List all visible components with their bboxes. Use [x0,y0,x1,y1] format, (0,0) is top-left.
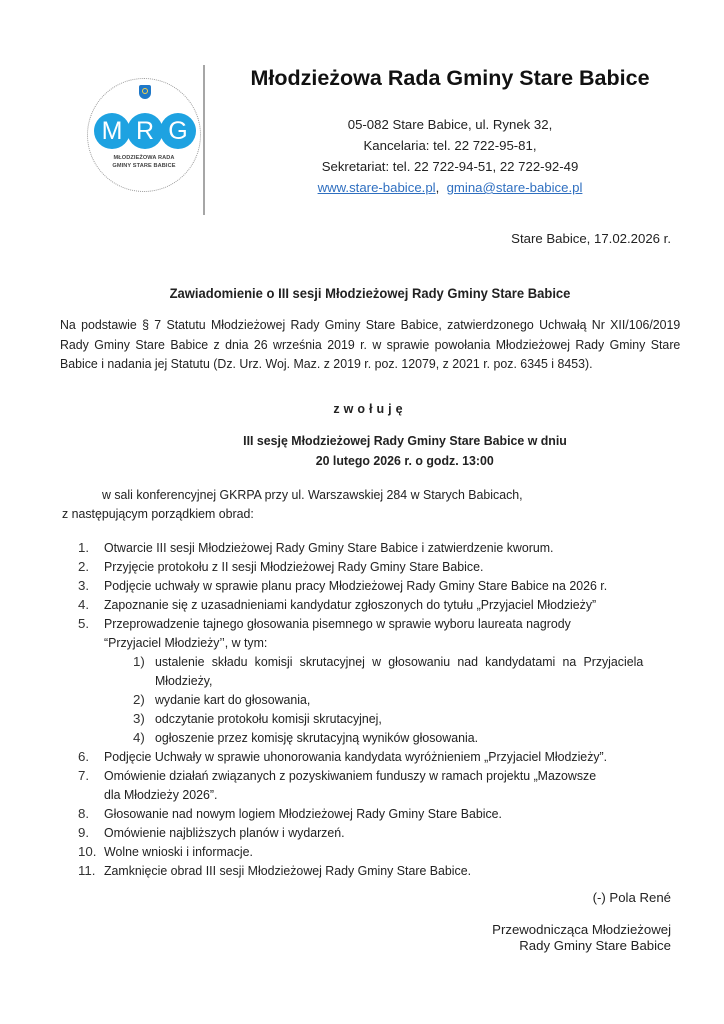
agenda-item-text: Omówienie działań związanych z pozyskiwaniem funduszy w ramach projektu „Mazowsze [104,768,597,783]
location-line-2 [62,506,268,521]
location-line-1 [102,487,554,502]
organization-title: Młodzieżowa Rada Gminy Stare Babice [250,66,650,90]
signature-role-line2: Rady Gminy Stare Babice [519,938,671,953]
agenda-subitem-text: ustalenie składu komisji skrutacyjnej w głosowaniu nad kandydatami na Przyjaciela [155,654,644,669]
agenda-subitem-text-cont: Młodzieży, [155,673,213,688]
address-line: 05-082 Stare Babice, ul. Rynek 32, [347,117,553,132]
agenda-subitem-number: 4) [133,730,145,745]
agenda-item-text: Przyjęcie protokołu z II sesji Młodzieżowej Rady Gminy Stare Babice. [104,559,484,574]
agenda-item-text: Podjęcie uchwały w sprawie planu pracy Młodzieżowej Rady Gminy Stare Babice na 2026 r. [104,578,608,593]
agenda-item-number: 9. [78,825,90,840]
agenda-item-number: 10. [78,844,97,859]
signature-role-line1: Przewodnicząca Młodzieżowej [492,922,671,937]
legal-basis-paragraph [60,315,680,374]
agenda-item-number: 3. [78,578,90,593]
location-line-2-text: z następującym porządkiem obrad: [62,506,254,521]
session-line-1 [95,433,715,448]
agenda-subitem-number: 1) [133,654,145,669]
agenda-item-text: Omówienie najbliższych planów i wydarzeń. [104,825,345,840]
agenda-subitem-number: 3) [133,711,145,726]
agenda-item-number: 2. [78,559,90,574]
agenda-subitem-text: ogłoszenie przez komisję skrutacyjną wyników głosowania. [155,730,479,745]
session-line-2 [95,453,715,468]
sekretariat-phone: Sekretariat: tel. 22 722-94-51, 22 722-92-49 [321,159,579,174]
link-separator: , [435,180,440,195]
agenda-item-number: 1. [78,540,90,555]
signature-name: (-) Pola René [592,890,671,905]
legal-basis-text: Na podstawie § 7 Statutu Młodzieżowej Rady Gminy Stare Babice, zatwierdzonego Uchwałą Nr XII/106/2019 Rady Gminy Stare Babice z dnia 26 września 2019 r. w sprawie powołania Młodzieżowej Rady Gminy Stare Babice i nadania jej Statutu (Dz. Urz. Woj. Maz. z 2019 r. poz. 12079, z 2021 r. poz. 6345 i 8453). [60,317,681,371]
logo-letter-r: R [127,113,163,149]
logo-letters [94,113,196,149]
location-line-1-text: w sali konferencyjnej GKRPA przy ul. Warszawskiej 284 w Starych Babicach, [102,487,523,502]
session-line-2-text: 20 lutego 2026 r. o godz. 13:00 [315,453,495,468]
agenda-item-text: Zapoznanie się z uzasadnieniami kandydatur zgłoszonych do tytułu „Przyjaciel Młodzieży” [104,597,597,612]
agenda-item-number: 4. [78,597,90,612]
agenda-subitem-number: 2) [133,692,145,707]
website-link[interactable]: www.stare-babice.pl [317,180,436,195]
agenda-item-number: 6. [78,749,90,764]
document-subject: Zawiadomienie o III sesji Młodzieżowej Rady Gminy Stare Babice [169,285,571,301]
agenda-item-text: Zamknięcie obrad III sesji Młodzieżowej Rady Gminy Stare Babice. [104,863,472,878]
agenda-item-number: 11. [78,863,96,878]
logo-text-line2: GMINY STARE BABICE [112,163,176,169]
mrg-logo [87,78,201,192]
agenda-item-text: Przeprowadzenie tajnego głosowania pisemnego w sprawie wyboru laureata nagrody [104,616,571,631]
contact-links [220,180,680,195]
coat-of-arms-icon [139,85,151,99]
agenda-item-text: Głosowanie nad nowym logiem Młodzieżowej Rady Gminy Stare Babice. [104,806,502,821]
date-line: Stare Babice, 17.02.2026 r. [511,231,671,246]
logo-letter-g: G [160,113,196,149]
agenda-item-text-cont: “Przyjaciel Młodzieży’’, w tym: [104,635,268,650]
session-line-1-text: III sesję Młodzieżowej Rady Gminy Stare Babice w dniu [243,433,567,448]
header-divider [203,65,205,215]
convenes-heading: zwołuję [333,402,407,416]
logo-letter-m: M [94,113,130,149]
agenda-item-text: Otwarcie III sesji Młodzieżowej Rady Gminy Stare Babice i zatwierdzenie kworum. [104,540,554,555]
agenda-item-text: Wolne wnioski i informacje. [104,844,253,859]
agenda-item-number: 5. [78,616,90,631]
agenda-item-text: Podjęcie Uchwały w sprawie uhonorowania kandydata wyróżnieniem „Przyjaciel Młodzieży”. [104,749,608,764]
agenda-item-number: 7. [78,768,90,783]
agenda-subitem-text: wydanie kart do głosowania, [155,692,311,707]
agenda-item-text-cont: dla Młodzieży 2026”. [104,787,218,802]
agenda-item-number: 8. [78,806,90,821]
kancelaria-phone: Kancelaria: tel. 22 722-95-81, [363,138,537,153]
email-link[interactable]: gmina@stare-babice.pl [446,180,583,195]
agenda-subitem-text: odczytanie protokołu komisji skrutacyjnej, [155,711,382,726]
logo-text-line1: MŁODZIEŻOWA RADA [113,155,175,161]
